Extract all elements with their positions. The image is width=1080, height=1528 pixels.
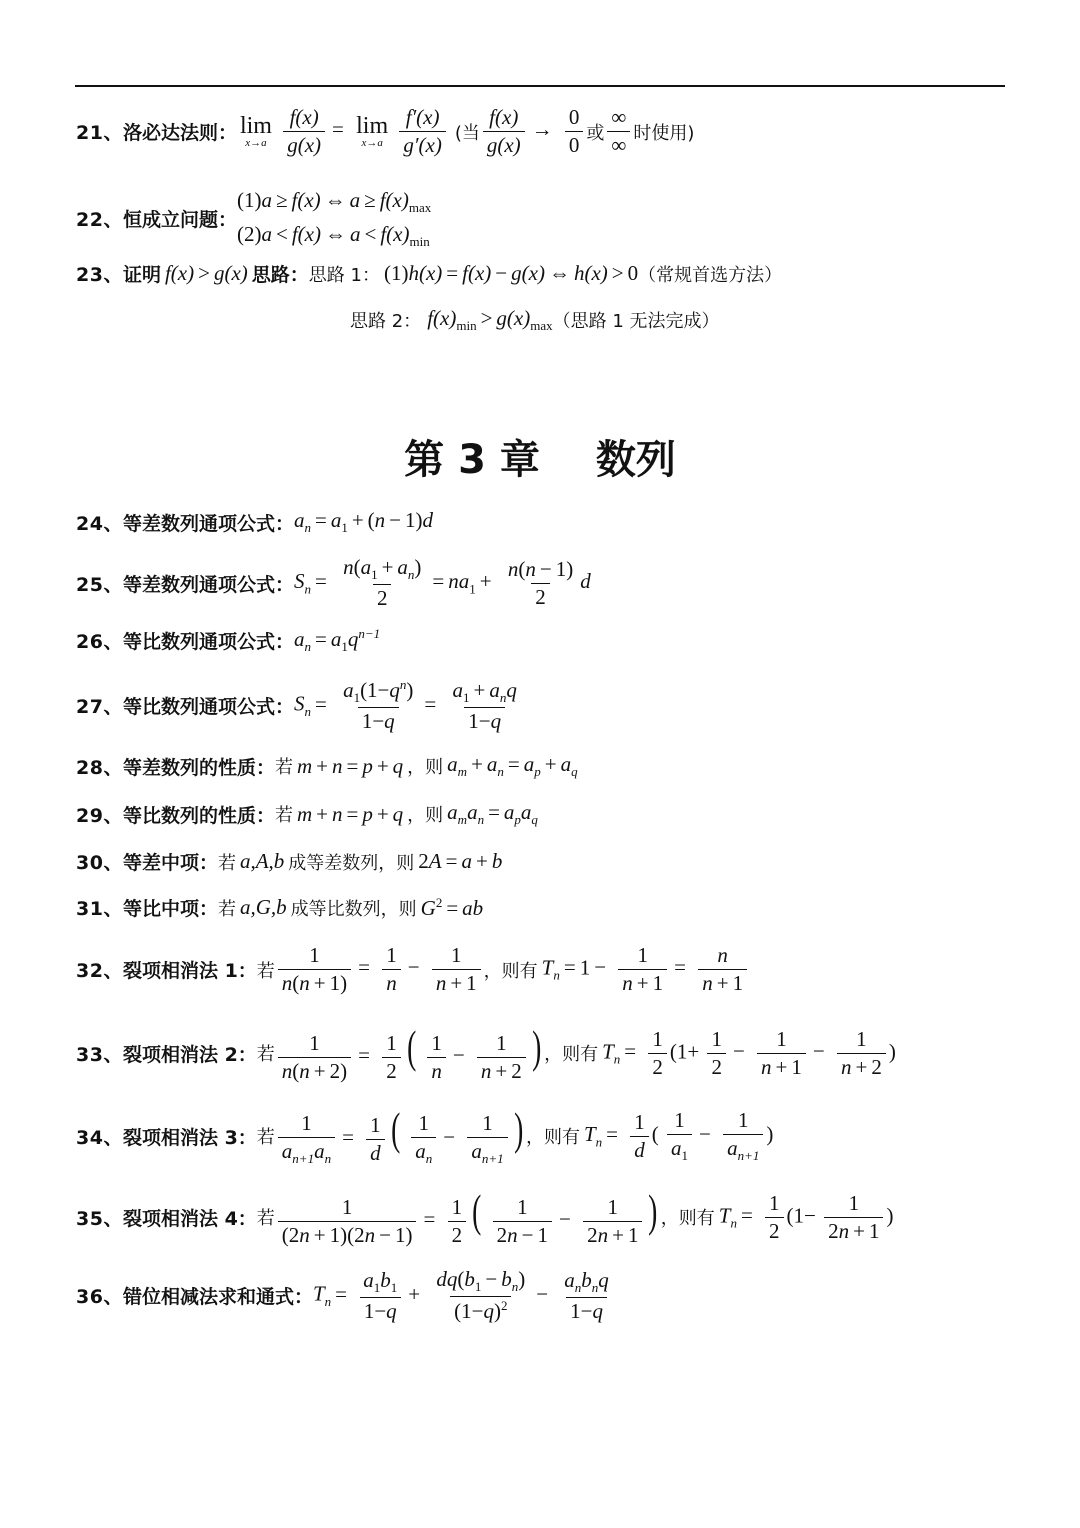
item-number: 23、 xyxy=(76,264,123,286)
item-22 xyxy=(76,184,431,253)
item-35: 35、 裂项相消法 4： 若 $\frac{1}{(2n + 1)(2n - 1)}$ = $\frac{1}{2}$ ( $\frac{1}{2n - 1}$ − $\frac{1}{2n + 1}$ ) ，则有 $T_n$ = $\frac{1}{2}$ (1− $\frac{1}{2n + 1}$ ) xyxy=(76,1185,894,1247)
item-23: 23、 证明 f(x) > g(x) 思路： 思路 1： (1)h(x) = f(x) − g(x) ⇔ h(x) > 0 （常规首选方法） xyxy=(76,261,783,286)
item-label: 洛必达法则： xyxy=(122,122,237,145)
item-32: 32、 裂项相消法 1： 若 $\frac{1}{n(n + 1)}$ = $\frac{1}{n}$ − $\frac{1}{n + 1}$ ，则有 $T_n = 1$ − $\frac{1}{n + 1}$ = $\frac{n}{n + 1}$ xyxy=(76,944,750,995)
item-27: 27、 等比数列通项公式： $S_n$ = $\frac{a_1(1-q^n)}{1-q}$ = $\frac{a_1 + a_nq}{1-q}$ xyxy=(76,677,517,734)
item-31: 31、 等比中项： 若 a,G,b 成等比数列，则 $G^2$ = ab xyxy=(76,894,484,920)
top-rule xyxy=(75,85,1005,87)
item-label: 恒成立问题： xyxy=(122,208,237,231)
item-29: 29、 等比数列的性质： 若 m + n = p + q ，则 $a_ma_n = a_pa_q$ xyxy=(76,800,538,828)
item-23-idea2: 思路 2： $f(x)_{min} > g(x)_{max}$ （思路 1 无法完成） xyxy=(350,306,720,334)
item-24: 24、 等差数列通项公式： $a_n = a_1 + (n - 1)d$ xyxy=(76,508,433,536)
item-number: 22、 xyxy=(76,208,123,231)
item-26: 26、 等比数列通项公式： $a_n = a_1q^{n-1}$ xyxy=(76,626,381,655)
formula-lhopital: lim x→a $\frac{f(x)}{g(x)}$ = lim x→a $\frac{f'(x)}{g'(x)}$ xyxy=(237,106,449,157)
item-number: 21、 xyxy=(76,122,123,145)
item-36: 36、 错位相减法求和通式： $T_n$ = $\frac{a_1b_1}{1-q}$ + $\frac{dq(b_1 - b_n)}{(1-q)^2}$ − $\frac{a_nb_nq}{1-q}$ xyxy=(76,1267,609,1324)
item-34: 34、 裂项相消法 3： 若 $\frac{1}{a_{n+1}a_n}$ = $\frac{1}{d}$ ( $\frac{1}{a_n}$ − $\frac{1}{a_{n+1}}$ ) ，则有 $T_n$ = $\frac{1}{d}$ ( $\frac{1}{a_1}$ − $\frac{1}{a_{n+1}}$ ) xyxy=(76,1103,774,1167)
item-30: 30、 等差中项： 若 a,A,b 成等差数列，则 2A = a + b xyxy=(76,849,503,874)
item-33: 33、 裂项相消法 2： 若 $\frac{1}{n(n + 2)}$ = $\frac{1}{2}$ ( $\frac{1}{n}$ − $\frac{1}{n + 2}$ ) ，则有 $T_n$ = $\frac{1}{2}$ (1+ $\frac{1}{2}$ − $\frac{1}{n + 1}$ − $\frac{1}{n + 2}$ ) xyxy=(76,1021,896,1083)
item-21: 21、 洛必达法则： lim x→a $\frac{f(x)}{g(x)}$ = lim x→a $\frac{f'(x)}{g'(x)}$ (当 $\frac{f(x)}{g(x)}$ → $\frac{0}{0}$ 或 $\frac{\infty}{\infty}$ 时使用) xyxy=(76,105,695,158)
item-28: 28、 等差数列的性质： 若 m + n = p + q ，则 $a_m + a_n = a_p + a_q$ xyxy=(76,752,578,780)
formula-constant-hold: (1)a ≥ f(x) ⇔ $a \ge f(x)_{max}$ (2)a < f(x) ⇔ $a < f(x)_{min}$ xyxy=(236,188,432,250)
item-25: 25、 等差数列通项公式： $S_n$ = $\frac{n(a_1 + a_n)}{2}$ = $na_1$ + $\frac{n(n - 1)}{2}$ d xyxy=(76,555,591,611)
chapter-title: 第 3 章 数列 xyxy=(404,437,676,483)
